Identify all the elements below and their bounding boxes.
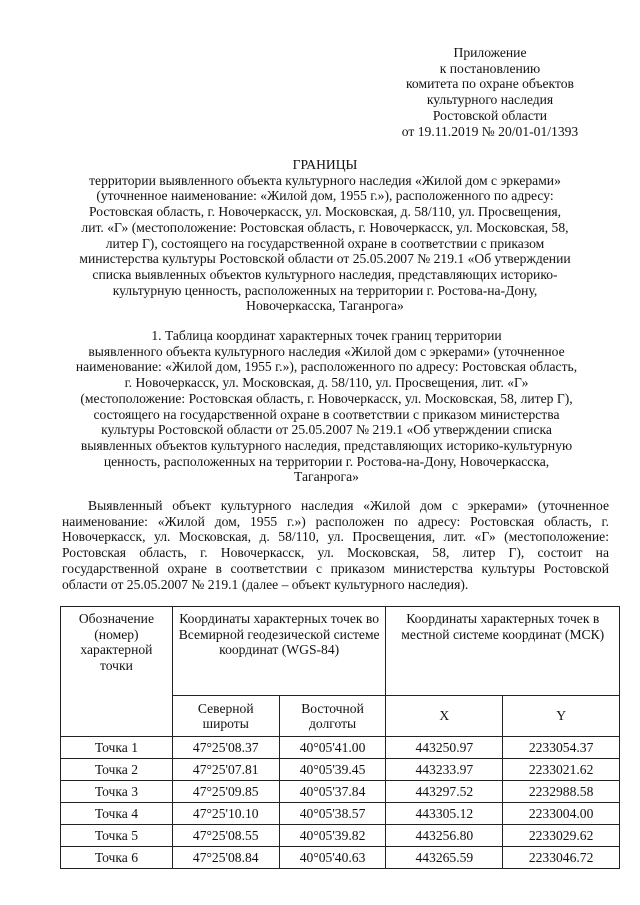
point-name: Точка 5 (61, 825, 173, 847)
title-line: министерства культуры Ростовской области от 25.05.2007 № 219.1 «Об утверждении (79, 251, 571, 267)
table-row (61, 759, 620, 781)
header-line: комитета по охране объектов (406, 76, 574, 92)
longitude-cell: 40°05'40.63 (279, 847, 386, 869)
msk-column-header: Координаты характерных точек в местной системе координат (МСК) (386, 607, 620, 696)
table-row (61, 847, 620, 869)
x-header: X (386, 696, 503, 737)
table-row (61, 781, 620, 803)
section-line: культуры Ростовской области от 25.05.2007 № 219.1 «Об утверждении списка (101, 422, 552, 438)
longitude-cell: 40°05'39.82 (279, 825, 386, 847)
document-title (45, 157, 605, 314)
section-heading (44, 328, 609, 485)
section-line: (местоположение: Ростовская область, г. Новочеркасск, ул. Московская, 58, литер Г), (80, 390, 573, 406)
y-cell: 2232988.58 (503, 781, 620, 803)
title-line: Ростовская область, г. Новочеркасск, ул. Московская, д. 58/110, ул. Просвещения, (88, 204, 562, 220)
header-line: от 19.11.2019 № 20/01-01/1393 (401, 123, 579, 139)
x-cell: 443297.52 (386, 781, 503, 803)
latitude-cell: 47°25'09.85 (172, 781, 279, 803)
y-cell: 2233004.00 (503, 803, 620, 825)
header-line: культурного наследия (426, 92, 554, 108)
section-line: наименование: «Жилой дом, 1955 г.»), расположенного по адресу: Ростовская область, (75, 359, 578, 375)
y-cell: 2233021.62 (503, 759, 620, 781)
coordinates-table (60, 606, 620, 869)
x-cell: 443256.80 (386, 825, 503, 847)
x-cell: 443305.12 (386, 803, 503, 825)
title-heading: ГРАНИЦЫ (292, 157, 358, 172)
longitude-cell: 40°05'39.45 (279, 759, 386, 781)
latitude-cell: 47°25'08.37 (172, 737, 279, 759)
point-column-header: Обозначение (номер) характерной точки (61, 607, 173, 737)
point-name: Точка 4 (61, 803, 173, 825)
table-row (61, 825, 620, 847)
y-cell: 2233054.37 (503, 737, 620, 759)
header-line: Приложение (453, 45, 527, 60)
wgs-column-header: Координаты характерных точек во Всемирной геодезической системе координат (WGS-84) (172, 607, 386, 696)
title-line: (уточненное наименование: «Жилой дом, 1955 г.»), расположенного по адресу: (96, 188, 554, 204)
title-line: литер Г), состоящего на государственной охране в соответствии с приказом (105, 235, 545, 251)
table-row (61, 737, 620, 759)
point-name: Точка 2 (61, 759, 173, 781)
title-line: списка выявленных объектов культурного наследия, представляющих историко- (92, 266, 558, 282)
section-line: состоящего на государственной охране в соответствии с приказом министерства (93, 406, 560, 422)
latitude-cell: 47°25'07.81 (172, 759, 279, 781)
longitude-cell: 40°05'37.84 (279, 781, 386, 803)
section-line: г. Новочеркасск, ул. Московская, д. 58/110, ул. Просвещения, лит. «Г» (124, 375, 529, 391)
latitude-cell: 47°25'10.10 (172, 803, 279, 825)
longitude-cell: 40°05'38.57 (279, 803, 386, 825)
section-line: ценность, расположенных на территории г. Ростова-на-Дону, Новочеркасска, (103, 453, 550, 469)
section-line: 1. Таблица координат характерных точек границ территории (151, 328, 502, 343)
table-row (61, 803, 620, 825)
y-header: Y (503, 696, 620, 737)
paragraph-text: Выявленный объект культурного наследия «Жилой дом с эркерами» (уточненное наименование: «Жилой дом, 1955 г.») расположен по адресу: Ростовская область, г. Новочеркасск, ул. Московская, д. 58/110, ул. Просвещения, лит. «Г» (местоположение: Ростовская область, г. Новочеркасск, ул. Московская, 58, литер Г), состоит на государственной охране в соответствии с приказом министерства культуры Ростовской области от 25.05.2007 № 219.1 (далее – объект культурного наследия). (62, 498, 609, 592)
y-cell: 2233029.62 (503, 825, 620, 847)
point-name: Точка 3 (61, 781, 173, 803)
title-line: культурную ценность, расположенных на территории г. Ростова-на-Дону, (112, 282, 538, 298)
description-paragraph (62, 498, 609, 592)
latitude-cell: 47°25'08.84 (172, 847, 279, 869)
x-cell: 443265.59 (386, 847, 503, 869)
y-cell: 2233046.72 (503, 847, 620, 869)
east-longitude-header: Восточной долготы (279, 696, 386, 737)
header-line: к постановлению (439, 60, 541, 76)
latitude-cell: 47°25'08.55 (172, 825, 279, 847)
x-cell: 443233.97 (386, 759, 503, 781)
point-name: Точка 1 (61, 737, 173, 759)
title-line: территории выявленного объекта культурного наследия «Жилой дом с эркерами» (89, 172, 561, 188)
point-name: Точка 6 (61, 847, 173, 869)
title-line: лит. «Г» (местоположение: Ростовская область, г. Новочеркасск, ул. Московская, 58, (81, 219, 569, 235)
section-line: выявленных объектов культурного наследия, представляющих историко-культурную (80, 437, 573, 453)
longitude-cell: 40°05'41.00 (279, 737, 386, 759)
north-latitude-header: Северной широты (172, 696, 279, 737)
x-cell: 443250.97 (386, 737, 503, 759)
title-line: Новочеркасска, Таганрога» (246, 298, 404, 314)
section-line: выявленного объекта культурного наследия «Жилой дом с эркерами» (уточненное (88, 343, 565, 359)
appendix-header (380, 45, 600, 139)
section-line: Таганрога» (294, 469, 359, 485)
header-line: Ростовской области (432, 107, 548, 123)
